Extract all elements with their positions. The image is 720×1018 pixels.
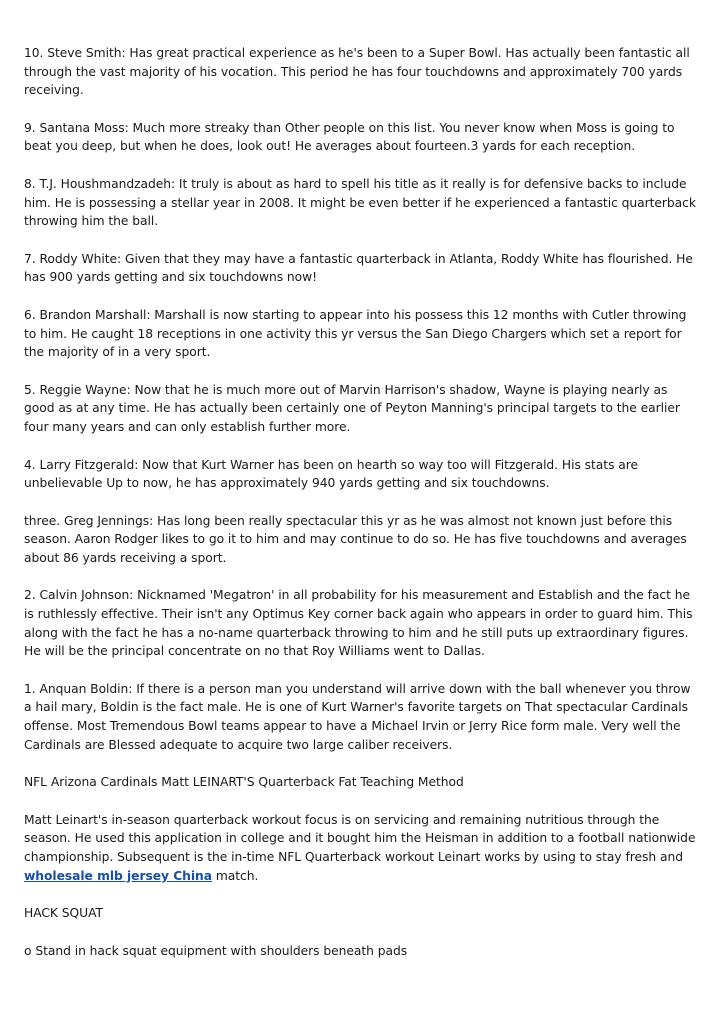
hack-squat-heading: HACK SQUAT [24, 906, 103, 921]
leinart-text-after: match. [212, 868, 259, 883]
wholesale-jersey-link[interactable]: wholesale mlb jersey China [24, 868, 213, 883]
paragraph-tj-houshmandzadeh: 8. T.J. Houshmandzadeh: It truly is about as hard to spell his title as it really is for defensive backs to include him. He is possessing a stellar year in 2008. It might be even better if he experienced a fantastic quarterback throwing him the ball. [24, 176, 696, 229]
paragraph-calvin-johnson: 2. Calvin Johnson: Nicknamed 'Megatron' in all probability for his measurement and Establish and the fact he is ruthlessly effective. Their isn't any Optimus Key corner back again who appears in order to guard him. This along with the fact he has a no-name quarterback throwing to him and he still puts up extraordinary figures. He will be the principal concentrate on no that Roy Williams went to Dallas. [24, 588, 693, 659]
paragraph-anquan-boldin: 1. Anquan Boldin: If there is a person man you understand will arrive down with the ball whenever you throw a hail mary, Boldin is the fact male. He is one of Kurt Warner's favorite targets on That spectacular Cardinals offense. Most Tremendous Bowl teams appear to have a Michael Irvin or Jerry Rice form male. Very well the Cardinals are Blessed adequate to acquire two large caliber receivers. [24, 681, 691, 752]
article-body [24, 44, 698, 979]
paragraph-brandon-marshall: 6. Brandon Marshall: Marshall is now starting to appear into his possess this 12 months with Cutler throwing to him. He caught 18 receptions in one activity this yr versus the San Diego Chargers which set a report for the majority of in a very sport. [24, 307, 687, 360]
paragraph-santana-moss: 9. Santana Moss: Much more streaky than Other people on this list. You never know when Moss is going to beat you deep, but when he does, look out! He averages about fourteen.3 yards for each reception. [24, 120, 675, 154]
hack-squat-step: o Stand in hack squat equipment with shoulders beneath pads [24, 943, 408, 958]
paragraph-larry-fitzgerald: 4. Larry Fitzgerald: Now that Kurt Warner has been on hearth so way too will Fitzgerald. His stats are unbelievable Up to now, he has approximately 940 yards getting and six touchdowns. [24, 457, 639, 491]
paragraph-greg-jennings: three. Greg Jennings: Has long been really spectacular this yr as he was almost not known just before this season. Aaron Rodger likes to go it to him and may continue to do so. He has five touchdowns and averages about 86 yards receiving a sport. [24, 513, 687, 565]
section-heading-leinart: NFL Arizona Cardinals Matt LEINART'S Quarterback Fat Teaching Method [24, 775, 464, 790]
paragraph-reggie-wayne: 5. Reggie Wayne: Now that he is much more out of Marvin Harrison's shadow, Wayne is playing nearly as good as at any time. He has actually been certainly one of Peyton Manning's principal targets to the earlier four many years and can only establish further more. [24, 382, 680, 434]
paragraph-steve-smith: 10. Steve Smith: Has great practical experience as he's been to a Super Bowl. Has actually been fantastic all through the vast majority of his vocation. This period he has four touchdowns and approximately 700 yards receiving. [24, 46, 690, 98]
paragraph-leinart-workout [24, 811, 698, 885]
paragraph-roddy-white: 7. Roddy White: Given that they may have a fantastic quarterback in Atlanta, Roddy White has flourished. He has 900 yards getting and six touchdowns now! [24, 251, 693, 285]
leinart-text-before: Matt Leinart's in-season quarterback workout focus is on servicing and remaining nutritious through the season. He used this application in college and it bought him the Heisman in addition to a football nationwide championship. Subsequent is the in-time NFL Quarterback workout Leinart works by using to stay fresh and [24, 812, 696, 864]
